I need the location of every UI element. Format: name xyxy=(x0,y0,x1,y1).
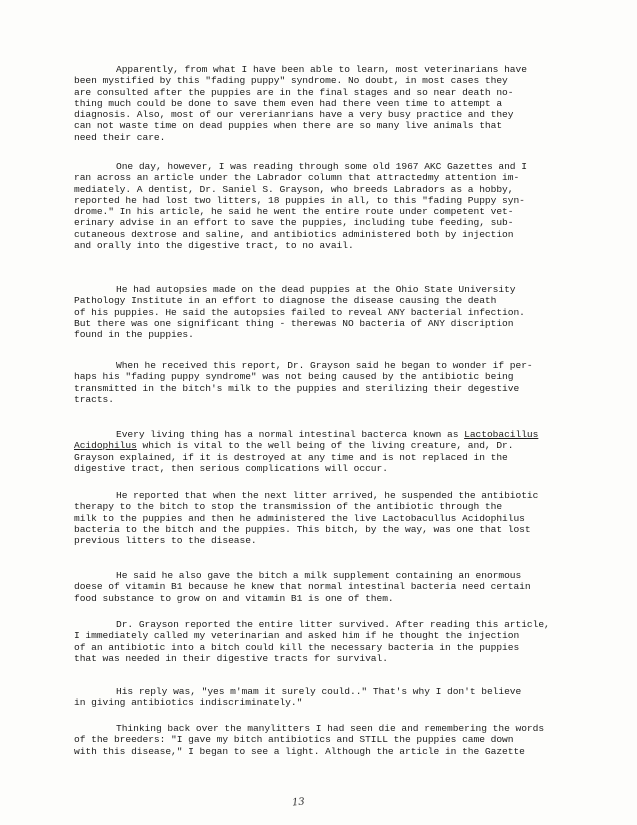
text-line: in giving antibiotics indiscriminately." xyxy=(74,697,303,709)
text-line: that was needed in their digestive tracts for survival. xyxy=(74,652,388,664)
text-line: Every living thing has a normal intestinal bacterca known as Lactobacillus xyxy=(116,429,539,440)
text-line: Acidophilus which is vital to the well being of the living creature, and, Dr. xyxy=(74,440,514,452)
text-line: One day, however, I was reading through some old 1967 AKC Gazettes and I xyxy=(116,161,527,172)
paragraph-10 xyxy=(74,723,586,757)
paragraph-3 xyxy=(74,284,586,340)
paragraph-9 xyxy=(74,686,586,709)
text-line: Dr. Grayson reported the entire litter survived. After reading this article, xyxy=(116,619,550,630)
text-line: digestive tract, then serious complications will occur. xyxy=(74,462,388,474)
text-line: of the breeders: "I gave my bitch antibiotics and STILL the puppies came down xyxy=(74,734,514,746)
text-line: tracts. xyxy=(74,393,114,405)
paragraph-5 xyxy=(74,429,586,474)
text-line: are consulted after the puppies are in the final stages and so near death no- xyxy=(74,86,514,98)
text-line: found in the puppies. xyxy=(74,329,194,341)
paragraph-4 xyxy=(74,360,586,405)
underlined-term: Acidophilus xyxy=(74,440,137,452)
text-line: thing much could be done to save them even had there veen time to attempt a xyxy=(74,97,503,109)
text-line: therapy to the bitch to stop the transmission of the antibiotic through the xyxy=(74,501,503,513)
paragraph-8 xyxy=(74,619,586,664)
paragraph-2 xyxy=(74,161,586,251)
text-line: ran across an article under the Labrador column that attractedmy attention im- xyxy=(74,172,520,184)
text-line: need their care. xyxy=(74,131,166,143)
text-line: of his puppies. He said the autopsies failed to reveal ANY bacterial infection. xyxy=(74,306,525,318)
text-line: I immediately called my veterinarian and asked him if he thought the injection xyxy=(74,630,520,642)
text-line: haps his "fading puppy syndrome" was not being caused by the antibiotic being xyxy=(74,371,514,383)
text-line: cutaneous dextrose and saline, and antibiotics administered both by injection xyxy=(74,228,514,240)
text-line: of an antibiotic into a bitch could kill the necessary bacteria in the puppies xyxy=(74,641,520,653)
text-line: drome." In his article, he said he went the entire route under competent vet- xyxy=(74,206,514,218)
paragraph-7 xyxy=(74,570,586,604)
text-line: food substance to grow on and vitamin B1 is one of them. xyxy=(74,592,394,604)
text-line: transmitted in the bitch's milk to the puppies and sterilizing their degestive xyxy=(74,382,520,394)
text-line: with this disease," I began to see a light. Although the article in the Gazette xyxy=(74,745,525,757)
page-number: 13 xyxy=(291,796,306,809)
text-line: milk to the puppies and then he administered the live Lactobacullus Acidophilus xyxy=(74,512,525,524)
text-line: mediately. A dentist, Dr. Saniel S. Grayson, who breeds Labradors as a hobby, xyxy=(74,183,514,195)
text-line: and orally into the digestive tract, to no avail. xyxy=(74,240,354,252)
text-line: previous litters to the disease. xyxy=(74,535,257,547)
text-line: His reply was, "yes m'mam it surely could.." That's why I don't believe xyxy=(116,686,522,697)
text-line: bacteria to the bitch and the puppies. This bitch, by the way, was one that lost xyxy=(74,523,531,535)
text-line: Pathology Institute in an effort to diagnose the disease causing the death xyxy=(74,295,497,307)
paragraph-6 xyxy=(74,490,586,546)
underlined-term: Lactobacillus xyxy=(464,429,539,440)
text-line: He had autopsies made on the dead puppies at the Ohio State University xyxy=(116,284,516,295)
text-line: He said he also gave the bitch a milk supplement containing an enormous xyxy=(116,570,522,581)
text-line: diagnosis. Also, most of our vererianrians have a very busy practice and they xyxy=(74,109,514,121)
text-line: Apparently, from what I have been able to learn, most veterinarians have xyxy=(116,64,527,75)
text-line: When he received this report, Dr. Grayson said he began to wonder if per- xyxy=(116,360,533,371)
text-line: reported he had lost two litters, 18 puppies in all, to this "fading Puppy syn- xyxy=(74,194,525,206)
paragraph-1 xyxy=(74,64,586,143)
text-line: been mystified by this "fading puppy" syndrome. No doubt, in most cases they xyxy=(74,75,508,87)
text-line: Grayson explained, if it is destroyed at any time and is not replaced in the xyxy=(74,451,508,463)
text-line: erinary advise in an effort to save the puppies, including tube feeding, sub- xyxy=(74,217,514,229)
text-line: can not waste time on dead puppies when there are so many live animals that xyxy=(74,120,503,132)
text-line: Thinking back over the manylitters I had seen die and remembering the words xyxy=(116,723,545,734)
text-line: But there was one significant thing - therewas NO bacteria of ANY discription xyxy=(74,317,514,329)
text-line: doese of vitamin B1 because he knew that normal intestinal bacteria need certain xyxy=(74,581,531,593)
text-line: He reported that when the next litter arrived, he suspended the antibiotic xyxy=(116,490,539,501)
